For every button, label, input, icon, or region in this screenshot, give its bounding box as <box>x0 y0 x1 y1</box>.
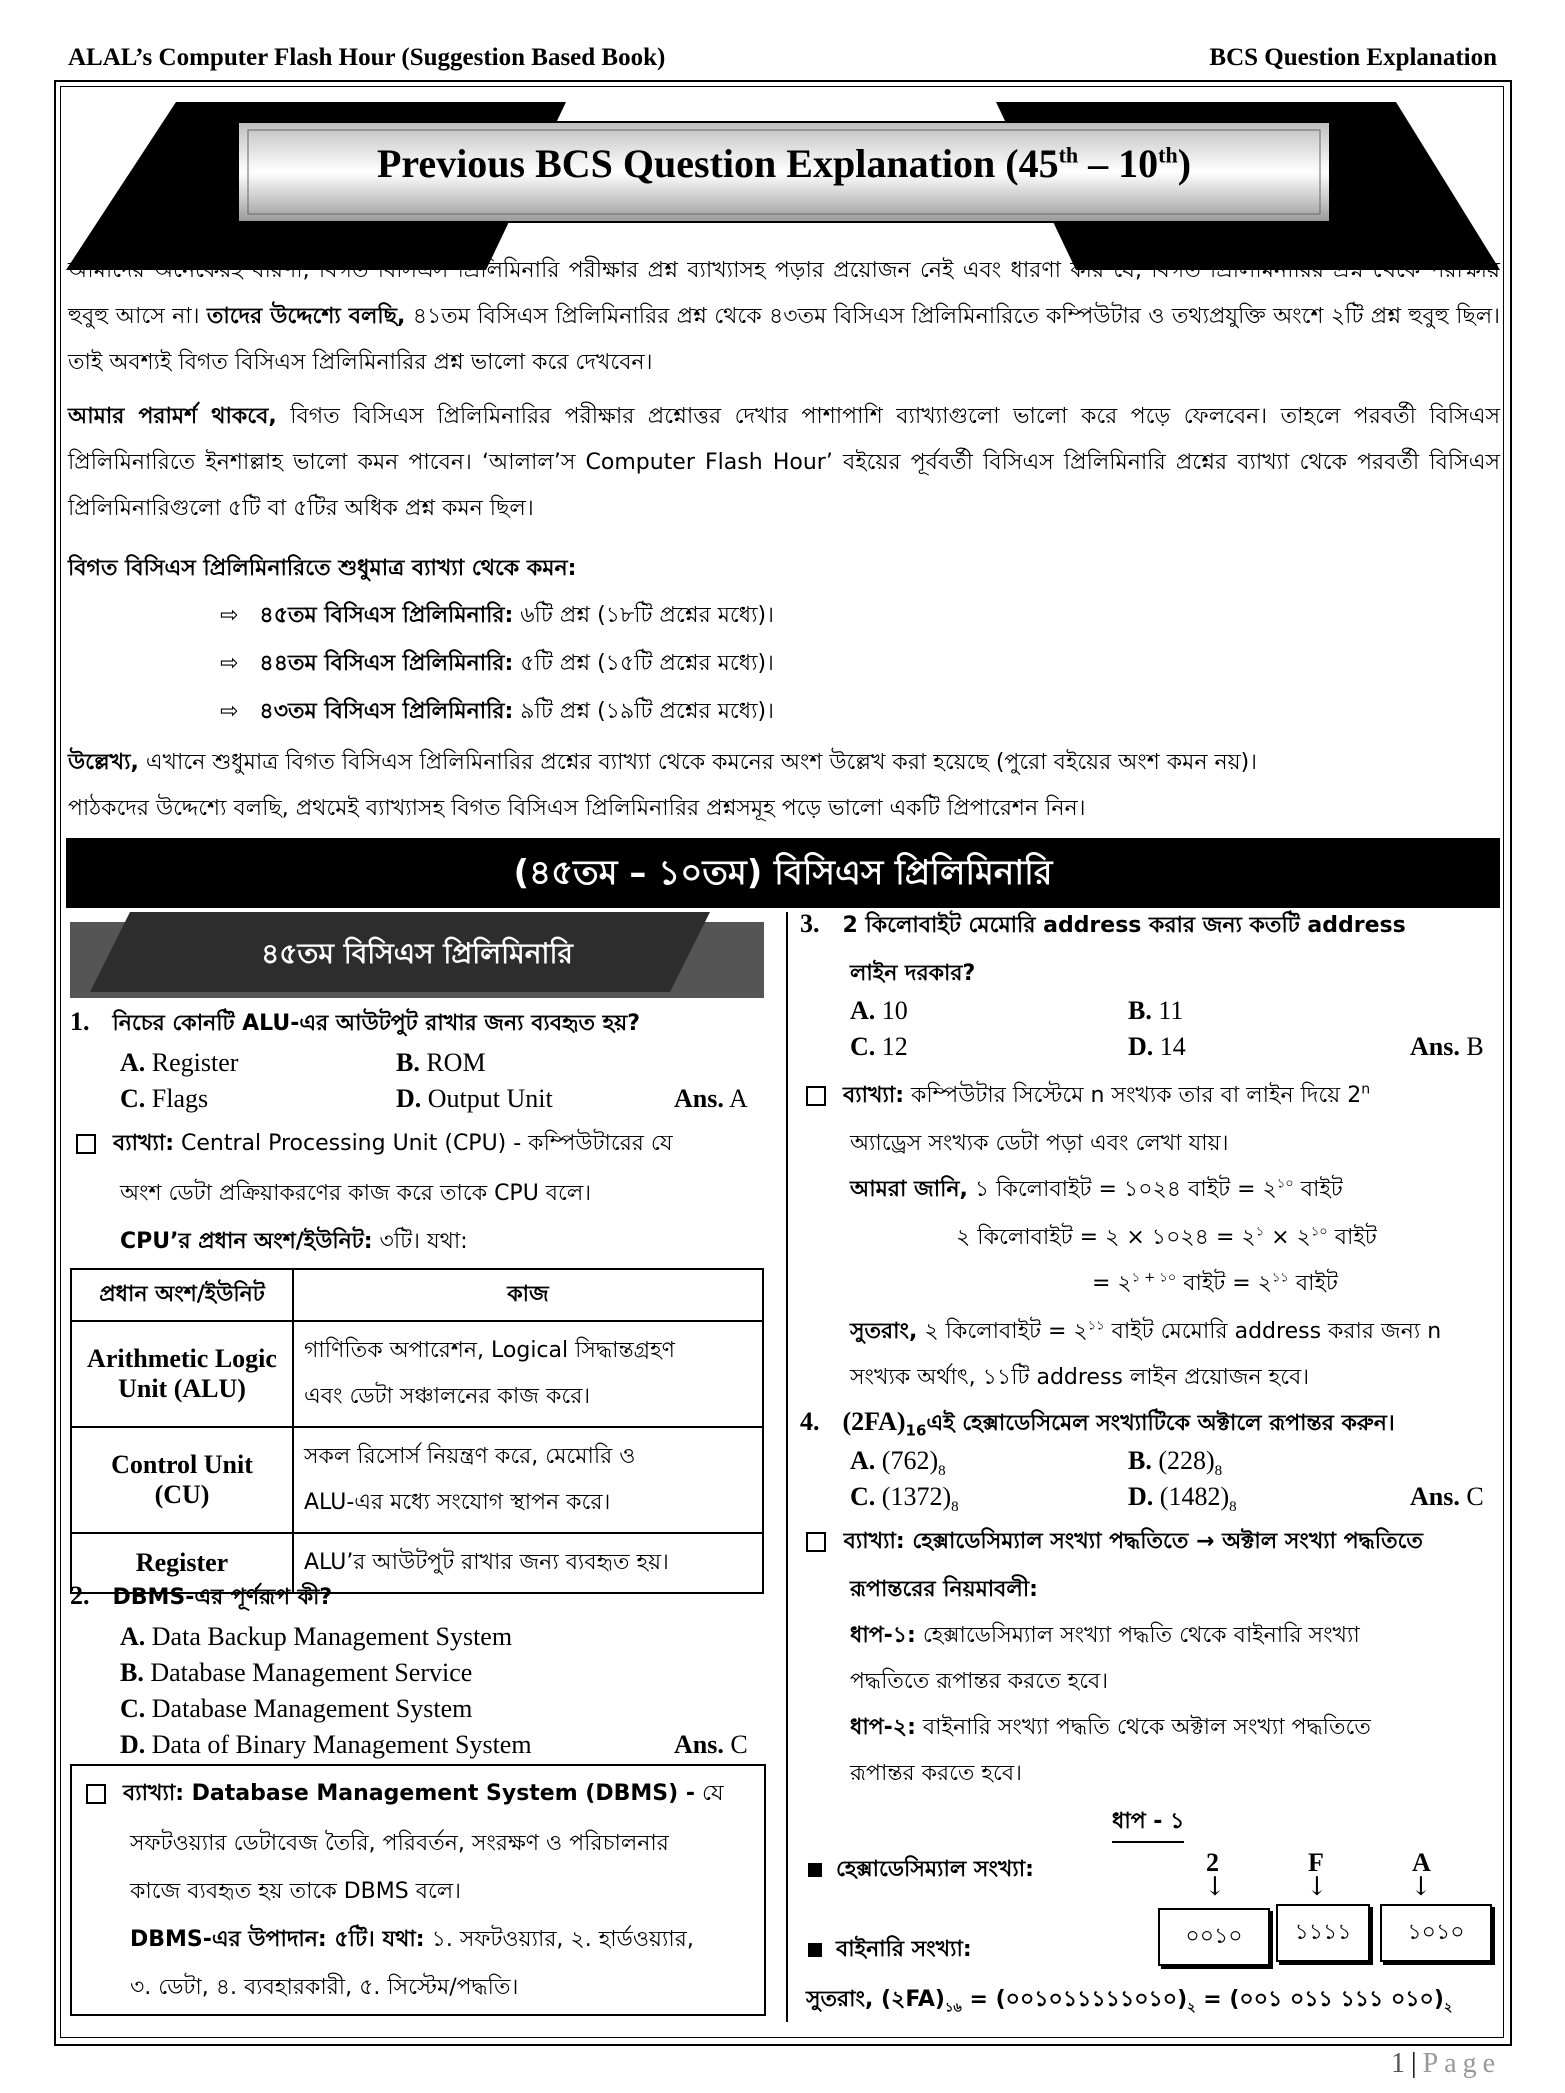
title-banner <box>66 100 1500 270</box>
q3-option-d: D. 14 <box>1128 1032 1186 1061</box>
q1-parts: CPU’র প্রধান অংশ/ইউনিট: ৩টি। যথা: <box>120 1229 468 1254</box>
q4-option-a: A. $(762)_8$ <box>850 1446 946 1480</box>
hex-digit: A <box>1412 1848 1431 1877</box>
q4-step2: ধাপ-২: বাইনারি সংখ্যা পদ্ধতি থেকে অক্টাল সংখ্যা পদ্ধতিতে <box>850 1715 1371 1740</box>
cpu-parts-table <box>70 1268 764 1594</box>
q2-explanation-line2: সফটওয়্যার ডেটাবেজ তৈরি, পরিবর্তন, সংরক্ষণ ও পরিচালনার <box>130 1831 669 1856</box>
checkbox-icon <box>86 1784 106 1804</box>
q1-option-d: D. Output Unit <box>396 1084 553 1113</box>
table-cell-work: গাণিতিক অপারেশন, Logical সিদ্ধান্তগ্রহণ এবং ডেটা সঞ্চালনের কাজ করে। <box>293 1321 763 1427</box>
table-row <box>71 1321 763 1427</box>
checkbox-icon <box>806 1532 826 1552</box>
q4-step2-line2: রূপান্তর করতে হবে। <box>850 1761 1022 1786</box>
banner-title: Previous BCS Question Explanation (45th – 10th) <box>376 141 1192 186</box>
q2-option-a: A. Data Backup Management System <box>120 1622 513 1651</box>
bullet-45: ⇨ ৪৫তম বিসিএস প্রিলিমিনারি: ৬টি প্রশ্ন (১৮টি প্রশ্নের মধ্যে)। <box>220 603 774 628</box>
running-header-left: ALAL’s Computer Flash Hour (Suggestion Based Book) <box>68 44 666 71</box>
q1-question: 1. নিচের কোনটি ALU-এর আউটপুট রাখার জন্য ব্যবহৃত হয়? <box>70 1007 640 1036</box>
q4-answer: Ans. C <box>1410 1482 1484 1511</box>
hex-digit: F <box>1308 1848 1324 1877</box>
table-cell-unit: Control Unit (CU) <box>71 1427 293 1533</box>
q4-step1-line2: পদ্ধতিতে রূপান্তর করতে হবে। <box>850 1669 1109 1694</box>
hex-digit: 2 <box>1206 1848 1219 1877</box>
q3-question: 3. 2 কিলোবাইট মেমোরি address করার জন্য কতটি address <box>800 909 1406 938</box>
q2-question: 2. DBMS-এর পূর্ণরূপ কী? <box>70 1581 333 1610</box>
q1-option-a: A. Register <box>120 1048 239 1077</box>
note-paragraph: উল্লেখ্য, এখানে শুধুমাত্র বিগত বিসিএস প্রিলিমিনারির প্রশ্নের ব্যাখ্যা থেকে কমনের অংশ উল্লেখ করা হয়েছে (পুরো বইয়ের অংশ কমন নয়)। <box>68 750 1258 775</box>
table-row <box>71 1427 763 1533</box>
down-arrow-icon: ↓ <box>1410 1872 1432 1902</box>
q2-components: DBMS-এর উপাদান: ৫টি। যথা: ১. সফটওয়্যার, ২. হার্ডওয়্যার, <box>130 1927 694 1952</box>
q4-option-c: C. $(1372)_8$ <box>850 1482 959 1516</box>
q4-explanation: ব্যাখ্যা: হেক্সাডেসিম্যাল সংখ্যা পদ্ধতিতে → অক্টাল সংখ্যা পদ্ধতিতে <box>806 1524 1423 1561</box>
intro-paragraph-1: আমাদের অনেকেরই ধারণা, বিগত বিসিএস প্রিলিমিনারি পরীক্ষার প্রশ্ন ব্যাখ্যাসহ পড়ার প্রয়োজন নেই এবং ধারণা করি যে, বিগত প্রিলিমিনারির প্রশ্ন থেকে পরীক্ষায় হুবুহু আসে না। তাদের উদ্দেশ্যে বলছি, ৪১তম বিসিএস প্রিলিমিনারির প্রশ্ন থেকে ৪৩তম বিসিএস প্রিলিমিনারিতে কম্পিউটার ও তথ্যপ্রযুক্তি অংশে ২টি প্রশ্ন হুবুহু ছিল। তাই অবশ্যই বিগত বিসিএস প্রিলিমিনারির প্রশ্ন ভালো করে দেখবেন। <box>68 258 1500 375</box>
bullet-43: ⇨ ৪৩তম বিসিএস প্রিলিমিনারি: ৯টি প্রশ্ন (১৯টি প্রশ্নের মধ্যে)। <box>220 699 774 724</box>
binary-group-box: ০০১০ <box>1158 1908 1270 1966</box>
q3-option-b: B. 11 <box>1128 996 1184 1025</box>
q4-question: 4. $(2FA)_{16}এই$ হেক্সাডেসিমেল সংখ্যাটিকে অক্টালে রূপান্তর করুন। <box>800 1407 1395 1440</box>
q4-option-b: B. $(228)_8$ <box>1128 1446 1223 1480</box>
q4-result: সুতরাং, $(২FA)_{১৬}$ = $(০০১০১১১১১০১০)_২$ = (০০১ ০১১ ১১১ $০১০)_২$ <box>806 1987 1453 2016</box>
checkbox-icon <box>76 1134 96 1154</box>
step-title: ধাপ - ১ <box>1112 1804 1184 1843</box>
table-header: কাজ <box>293 1269 763 1321</box>
binary-group-box: ১১১১ <box>1276 1904 1370 1962</box>
section-bar: (৪৫তম – ১০তম) বিসিএস প্রিলিমিনারি <box>66 838 1500 908</box>
table-header: প্রধান অংশ/ইউনিট <box>71 1269 293 1321</box>
binary-group-box: ১০১০ <box>1380 1904 1492 1962</box>
bullet-44: ⇨ ৪৪তম বিসিএস প্রিলিমিনারি: ৫টি প্রশ্ন (১৫টি প্রশ্নের মধ্যে)। <box>220 651 774 676</box>
q3-explanation-line2: অ্যাড্রেস সংখ্যক ডেটা পড়া এবং লেখা যায়। <box>850 1131 1229 1156</box>
q2-option-d: D. Data of Binary Management System <box>120 1730 532 1759</box>
q3-explanation: ব্যাখ্যা: কম্পিউটার সিস্টেমে n সংখ্যক তার বা লাইন দিয়ে 2$^n$ <box>806 1078 1370 1115</box>
column-divider <box>786 912 788 2022</box>
checkbox-icon <box>806 1086 826 1106</box>
table-cell-unit: Register <box>71 1533 293 1593</box>
sub-banner <box>70 912 764 998</box>
binary-label: বাইনারি সংখ্যা: <box>808 1932 972 1969</box>
hex-label: হেক্সাডেসিম্যাল সংখ্যা: <box>808 1852 1034 1889</box>
q2-option-c: C. Database Management System <box>120 1694 473 1723</box>
q1-option-b: B. ROM <box>396 1048 486 1077</box>
readers-paragraph: পাঠকদের উদ্দেশ্যে বলছি, প্রথমেই ব্যাখ্যাসহ বিগত বিসিএস প্রিলিমিনারির প্রশ্নসমূহ পড়ে ভালো একটি প্রিপারেশন নিন। <box>68 796 1086 821</box>
square-bullet-icon <box>808 1863 822 1877</box>
q3-option-a: A. 10 <box>850 996 908 1025</box>
running-header-right: BCS Question Explanation <box>1209 44 1497 71</box>
q4-option-d: D. $(1482)_8$ <box>1128 1482 1237 1516</box>
square-bullet-icon <box>808 1943 822 1957</box>
q4-step1: ধাপ-১: হেক্সাডেসিম্যাল সংখ্যা পদ্ধতি থেকে বাইনারি সংখ্যা <box>850 1623 1360 1648</box>
q3-conclusion: সুতরাং, ২ কিলোবাইট = $২^{১১}$ বাইট মেমোরি address করার জন্য n <box>850 1318 1442 1344</box>
q1-explanation: ব্যাখ্যা: Central Processing Unit (CPU) - কম্পিউটারের যে <box>76 1126 673 1163</box>
q1-answer: Ans. A <box>674 1084 748 1113</box>
q3-question-line2: লাইন দরকার? <box>850 961 976 986</box>
page-number: 1 | Page <box>1390 2048 1501 2079</box>
table-header-row <box>71 1269 763 1321</box>
q2-option-b: B. Database Management Service <box>120 1658 473 1687</box>
q3-math-2: ২ কিলোবাইট = ২ × ১০২৪ = $২^১$ × $২^{১০}$ বাইট <box>956 1224 1377 1250</box>
intro-paragraph-2: আমার পরামর্শ থাকবে, বিগত বিসিএস প্রিলিমিনারির পরীক্ষার প্রশ্নোত্তর দেখার পাশাপাশি ব্যাখ্যাগুলো ভালো করে পড়ে ফেলবেন। তাহলে পরবর্তী বিসিএস প্রিলিমিনারিতে ইনশাল্লাহ ভালো কমন পাবেন। ‘আলাল’স Computer Flash Hour’ বইয়ের পূর্ববর্তী বিসিএস প্রিলিমিনারি প্রশ্নের ব্যাখ্যা থেকে পরবর্তী বিসিএস প্রিলিমিনারিগুলো ৫টি বা ৫টির অধিক প্রশ্ন কমন ছিল। <box>68 404 1500 521</box>
q1-option-c: C. Flags <box>120 1084 209 1113</box>
q3-conclusion-line2: সংখ্যক অর্থাৎ, ১১টি address লাইন প্রয়োজন হবে। <box>850 1365 1310 1390</box>
common-heading: বিগত বিসিএস প্রিলিমিনারিতে শুধুমাত্র ব্যাখ্যা থেকে কমন: <box>68 556 577 581</box>
q3-math-3: = $২^{১ + ১০}$ বাইট = $২^{১১}$ বাইট <box>1092 1270 1338 1296</box>
q3-math-1: আমরা জানি, ১ কিলোবাইট = ১০২৪ বাইট = $২^{১০}$ বাইট <box>850 1176 1343 1202</box>
down-arrow-icon: ↓ <box>1204 1872 1226 1902</box>
q2-components-line2: ৩. ডেটা, ৪. ব্যবহারকারী, ৫. সিস্টেম/পদ্ধতি। <box>130 1975 519 2000</box>
q2-explanation-line3: কাজে ব্যবহৃত হয় তাকে DBMS বলে। <box>130 1879 462 1904</box>
q1-explanation-line2: অংশ ডেটা প্রক্রিয়াকরণের কাজ করে তাকে CPU বলে। <box>120 1181 592 1206</box>
sub-banner-title: ৪৫তম বিসিএস প্রিলিমিনারি <box>261 937 573 970</box>
q2-answer: Ans. C <box>674 1730 748 1759</box>
table-cell-work: সকল রিসোর্স নিয়ন্ত্রণ করে, মেমোরি ও ALU-এর মধ্যে সংযোগ স্থাপন করে। <box>293 1427 763 1533</box>
down-arrow-icon: ↓ <box>1306 1872 1328 1902</box>
q3-answer: Ans. B <box>1410 1032 1484 1061</box>
table-cell-work: ALU’র আউটপুট রাখার জন্য ব্যবহৃত হয়। <box>293 1533 763 1593</box>
q3-option-c: C. 12 <box>850 1032 908 1061</box>
q2-explanation: ব্যাখ্যা: Database Management System (DBMS) - যে <box>86 1776 724 1813</box>
table-cell-unit: Arithmetic Logic Unit (ALU) <box>71 1321 293 1427</box>
q4-explanation-line2: রূপান্তরের নিয়মাবলী: <box>850 1577 1038 1602</box>
